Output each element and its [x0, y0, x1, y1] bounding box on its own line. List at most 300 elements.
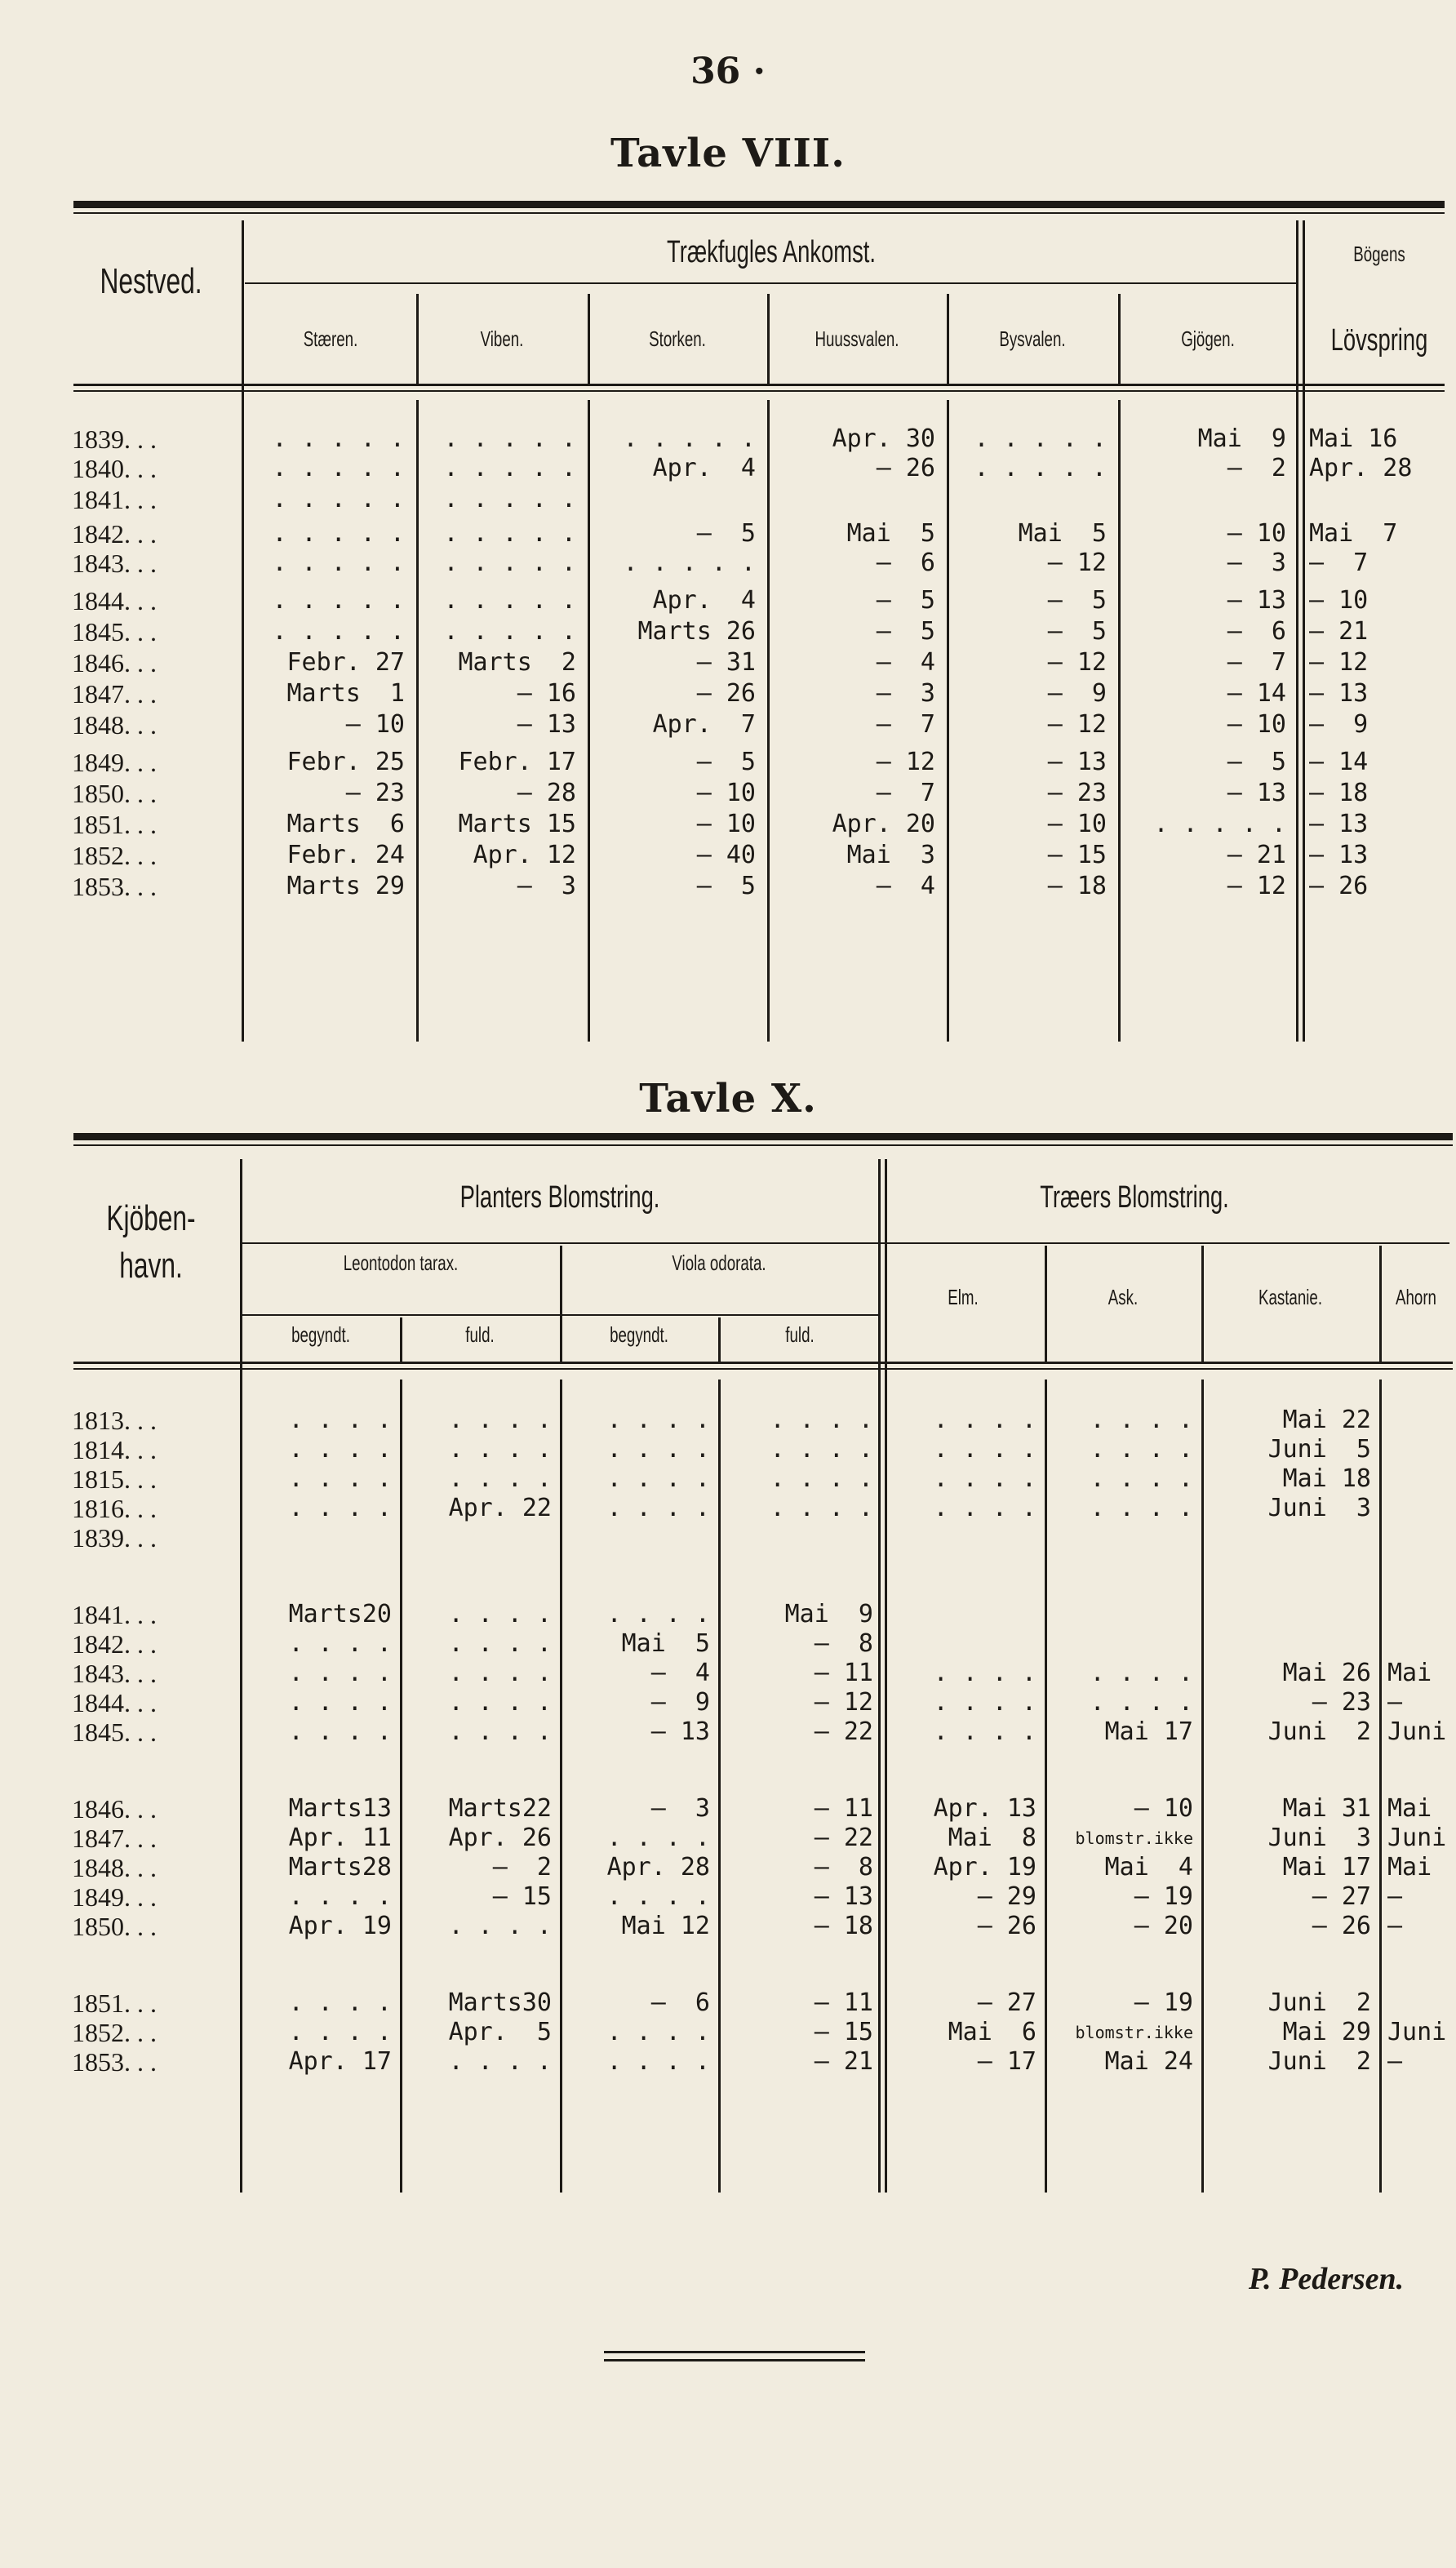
- tavle10-cell: . . . .: [933, 1464, 1037, 1493]
- tavle8-cell: . . . . .: [272, 454, 405, 482]
- tavle10-cell: Mai 26: [1282, 1659, 1371, 1687]
- tavle8-cell: — 4: [876, 648, 935, 677]
- tavle10-vline: [1045, 1380, 1047, 2193]
- tavle8-cell: — 14: [1227, 679, 1286, 708]
- tavle10-cell: . . . .: [606, 1435, 710, 1464]
- tavle8-cell: . . . . .: [272, 424, 405, 453]
- tavle8-cell: — 5: [696, 519, 756, 548]
- tavle10-col-header: fuld.: [465, 1322, 495, 1347]
- tavle10-year: 1847. . .: [72, 1824, 157, 1853]
- tavle10-cell: —: [1387, 1912, 1403, 1940]
- tavle8-cell: — 13: [1309, 841, 1369, 869]
- tavle8-year: 1841. . .: [72, 485, 157, 514]
- tavle8-group-rule: [245, 282, 1298, 284]
- tavle8-cell: — 26: [876, 454, 935, 482]
- tavle8-col-header: Viben.: [480, 327, 524, 351]
- tavle8-cell: . . . . .: [1153, 810, 1286, 838]
- tavle10-year: 1845. . .: [72, 1717, 157, 1747]
- tavle10-vline: [1379, 1246, 1382, 1362]
- tavle10-cell: . . . .: [933, 1717, 1037, 1746]
- tavle8-cell: — 14: [1309, 748, 1369, 776]
- tavle8-cell: . . . . .: [272, 617, 405, 646]
- tavle10-sub-leontodon: Leontodon tarax.: [343, 1251, 459, 1275]
- tavle8-cell: Mai 9: [1197, 424, 1286, 453]
- tavle10-cell: Apr. 19: [933, 1853, 1037, 1882]
- tavle10-vline: [1045, 1246, 1047, 1362]
- tavle10-cell: . . . .: [770, 1406, 873, 1434]
- tavle10-cell: . . . .: [288, 1494, 392, 1522]
- tavle10-cell: . . . .: [288, 1629, 392, 1658]
- tavle8-cell: Febr. 24: [286, 841, 405, 869]
- tavle10-vline: [885, 1159, 887, 2193]
- tavle8-cell: Mai 7: [1309, 519, 1398, 548]
- tavle10-year: 1839. . .: [72, 1523, 157, 1553]
- tavle8-vline: [416, 400, 419, 1042]
- tavle10-cell: . . . .: [448, 1688, 552, 1717]
- tavle10-cell: . . . .: [288, 2018, 392, 2046]
- tavle10-cell: . . . .: [288, 1464, 392, 1493]
- tavle8-cell: . . . . .: [974, 424, 1107, 453]
- tavle10-cell: . . . .: [933, 1494, 1037, 1522]
- tavle8-year: 1840. . .: [72, 454, 157, 483]
- page-number: 36 ·: [690, 51, 766, 92]
- tavle10-vline: [718, 1317, 721, 1362]
- tavle10-cell: . . . .: [1090, 1688, 1193, 1717]
- tavle10-cell: Mai 17: [1104, 1717, 1193, 1746]
- tavle10-cell: . . . .: [448, 1659, 552, 1687]
- tavle10-cell: Marts13: [288, 1794, 392, 1823]
- tavle10-year: 1846. . .: [72, 1794, 157, 1824]
- tavle8-cell: Apr. 30: [832, 424, 935, 453]
- tavle10-title: Tavle X.: [639, 1076, 817, 1122]
- tavle8-col-header: Stæren.: [303, 327, 358, 351]
- tavle8-cell: — 7: [876, 710, 935, 739]
- tavle10-cell: — 18: [814, 1912, 873, 1940]
- tavle10-cell: Marts20: [288, 1600, 392, 1628]
- tavle10-vline: [400, 1380, 402, 2193]
- tavle10-cell: blomstr.ikke: [1075, 1828, 1193, 1848]
- tavle8-vline: [767, 400, 770, 1042]
- tavle8-cell: . . . . .: [443, 519, 576, 548]
- tavle10-cell: Mai 17: [1282, 1853, 1371, 1882]
- tavle10-cell: . . . .: [1090, 1494, 1193, 1522]
- tavle8-vline: [1296, 220, 1298, 1042]
- tavle10-cell: Mai 29: [1282, 2018, 1371, 2046]
- tavle10-cell: Mai 6: [948, 2018, 1037, 2046]
- tavle10-cell: — 23: [1312, 1688, 1371, 1717]
- tavle8-cell: — 26: [696, 679, 756, 708]
- tavle8-cell: — 3: [517, 872, 576, 900]
- tavle8-vline: [947, 400, 949, 1042]
- tavle10-cell: Apr. 28: [606, 1853, 710, 1882]
- tavle10-cell: Juni 2: [1267, 1717, 1371, 1746]
- tavle8-col-header: Huussvalen.: [815, 327, 899, 351]
- tavle10-cell: — 27: [1312, 1882, 1371, 1911]
- tavle10-cell: — 15: [492, 1882, 552, 1911]
- tavle10-vline: [878, 1159, 881, 2193]
- tavle8-cell: — 5: [1047, 586, 1107, 615]
- tavle8-year: 1851. . .: [72, 810, 157, 839]
- tavle10-cell: . . . .: [448, 2047, 552, 2076]
- tavle10-year: 1816. . .: [72, 1494, 157, 1523]
- tavle10-cell: — 27: [977, 1988, 1037, 2017]
- tavle10-cell: — 15: [814, 2018, 873, 2046]
- tavle8-cell: — 7: [876, 779, 935, 807]
- tavle8-cell: — 13: [1227, 779, 1286, 807]
- tavle8-cell: — 12: [1047, 710, 1107, 739]
- tavle10-cell: Juni: [1387, 1824, 1447, 1852]
- tavle8-top-rule: [73, 201, 1445, 208]
- tavle8-cell: . . . . .: [272, 586, 405, 615]
- tavle10-year: 1852. . .: [72, 2018, 157, 2047]
- tavle10-year: 1853. . .: [72, 2047, 157, 2077]
- tavle10-cell: — 2: [492, 1853, 552, 1882]
- tavle8-cell: . . . . .: [272, 519, 405, 548]
- tavle10-cell: . . . .: [606, 1494, 710, 1522]
- tavle10-cell: . . . .: [448, 1717, 552, 1746]
- tavle10-year: 1851. . .: [72, 1988, 157, 2018]
- tavle10-cell: Mai 31: [1282, 1794, 1371, 1823]
- tavle10-cell: Mai: [1387, 1659, 1432, 1687]
- tavle10-cell: . . . .: [288, 1659, 392, 1687]
- tavle8-cell: — 40: [696, 841, 756, 869]
- tavle8-year: 1842. . .: [72, 519, 157, 549]
- tavle8-cell: Mai 3: [846, 841, 935, 869]
- tavle10-header-rule: [73, 1362, 1453, 1364]
- tavle8-cell: . . . . .: [443, 549, 576, 577]
- tavle10-year: 1814. . .: [72, 1435, 157, 1464]
- tavle8-right-group: Bögens: [1353, 242, 1405, 266]
- tavle8-title: Tavle VIII.: [610, 131, 846, 176]
- tavle10-cell: — 11: [814, 1794, 873, 1823]
- tavle8-cell: — 9: [1047, 679, 1107, 708]
- tavle8-location: Nestved.: [100, 261, 202, 301]
- tavle10-cell: Apr. 5: [448, 2018, 552, 2046]
- tavle10-cell: — 19: [1134, 1988, 1193, 2017]
- tavle8-cell: — 12: [1047, 549, 1107, 577]
- tavle8-cell: — 13: [1309, 810, 1369, 838]
- tavle10-cell: . . . .: [606, 1464, 710, 1493]
- tavle8-year: 1852. . .: [72, 841, 157, 870]
- tavle8-vline: [242, 220, 244, 1042]
- tavle8-cell: — 21: [1309, 617, 1369, 646]
- tavle10-cell: Apr. 13: [933, 1794, 1037, 1823]
- tavle10-cell: Mai 22: [1282, 1406, 1371, 1434]
- tavle10-cell: . . . .: [606, 1406, 710, 1434]
- tavle8-year: 1846. . .: [72, 648, 157, 678]
- tavle8-year: 1843. . .: [72, 549, 157, 578]
- tavle10-tree-header: Elm.: [948, 1285, 979, 1309]
- tavle8-cell: — 10: [1227, 519, 1286, 548]
- tavle8-vline: [1118, 400, 1121, 1042]
- tavle8-vline: [767, 294, 770, 384]
- tavle8-cell: . . . . .: [443, 586, 576, 615]
- tavle10-location-line2: havn.: [119, 1246, 183, 1286]
- tavle10-cell: Mai: [1387, 1853, 1432, 1882]
- tavle10-cell: . . . .: [606, 2018, 710, 2046]
- tavle10-vline: [240, 1159, 242, 2193]
- tavle8-cell: — 3: [1227, 549, 1286, 577]
- tavle10-vline: [560, 1380, 562, 2193]
- tavle8-cell: — 13: [1227, 586, 1286, 615]
- tavle10-col-header: begyndt.: [291, 1322, 350, 1347]
- tavle10-cell: — 8: [814, 1853, 873, 1882]
- tavle10-cell: Mai 4: [1104, 1853, 1193, 1882]
- tavle8-year: 1845. . .: [72, 617, 157, 646]
- tavle8-vline: [1118, 294, 1121, 384]
- tavle8-cell: . . . . .: [443, 485, 576, 513]
- tavle8-cell: . . . . .: [623, 424, 756, 453]
- tavle10-year: 1844. . .: [72, 1688, 157, 1717]
- tavle10-cell: . . . .: [933, 1406, 1037, 1434]
- tavle8-cell: — 15: [1047, 841, 1107, 869]
- tavle10-group-plants: Planters Blomstring.: [459, 1180, 660, 1215]
- tavle8-cell: — 5: [876, 617, 935, 646]
- tavle10-vline: [1201, 1380, 1204, 2193]
- tavle8-cell: Mai 16: [1309, 424, 1398, 453]
- tavle10-year: 1843. . .: [72, 1659, 157, 1688]
- tavle8-cell: — 12: [1227, 872, 1286, 900]
- tavle8-cell: — 10: [696, 810, 756, 838]
- tavle10-cell: Juni 2: [1267, 1988, 1371, 2017]
- tavle10-vline: [1201, 1246, 1204, 1362]
- tavle10-cell: Juni 2: [1267, 2047, 1371, 2076]
- tavle10-vline: [400, 1317, 402, 1362]
- tavle10-cell: . . . .: [448, 1912, 552, 1940]
- tavle10-tree-header: Kastanie.: [1258, 1285, 1323, 1309]
- tavle8-cell: — 12: [876, 748, 935, 776]
- tavle8-year: 1848. . .: [72, 710, 157, 740]
- tavle10-year: 1813. . .: [72, 1406, 157, 1435]
- tavle8-cell: Marts 2: [458, 648, 576, 677]
- tavle10-cell: . . . .: [606, 2047, 710, 2076]
- tavle8-cell: — 18: [1309, 779, 1369, 807]
- tavle10-cell: . . . .: [770, 1435, 873, 1464]
- tavle10-cell: . . . .: [933, 1435, 1037, 1464]
- tavle10-cell: . . . .: [770, 1464, 873, 1493]
- tavle8-cell: — 23: [1047, 779, 1107, 807]
- tavle8-cell: — 21: [1227, 841, 1286, 869]
- tavle8-cell: — 13: [1047, 748, 1107, 776]
- tavle8-cell: . . . . .: [272, 549, 405, 577]
- tavle8-cell: Marts 29: [286, 872, 405, 900]
- tavle10-top-rule: [73, 1133, 1453, 1140]
- tavle8-col-header: Bysvalen.: [999, 327, 1066, 351]
- tavle10-cell: Apr. 11: [288, 1824, 392, 1852]
- tavle8-vline: [588, 294, 590, 384]
- tavle10-cell: — 12: [814, 1688, 873, 1717]
- tavle8-cell: Febr. 27: [286, 648, 405, 677]
- tavle8-cell: — 6: [876, 549, 935, 577]
- tavle8-vline: [947, 294, 949, 384]
- tavle10-cell: — 17: [977, 2047, 1037, 2076]
- tavle10-tree-header: Ahorn: [1396, 1285, 1436, 1309]
- tavle10-top-rule-thin: [73, 1144, 1453, 1146]
- tavle10-group-trees: Træers Blomstring.: [1040, 1180, 1229, 1215]
- tavle8-cell: — 5: [1227, 748, 1286, 776]
- tavle8-header-rule-thin: [73, 390, 1445, 392]
- tavle10-cell: Apr. 22: [448, 1494, 552, 1522]
- tavle8-group-title: Trækfugles Ankomst.: [667, 235, 876, 269]
- tavle10-cell: Mai 24: [1104, 2047, 1193, 2076]
- tavle8-cell: — 10: [1227, 710, 1286, 739]
- tavle8-cell: Febr. 25: [286, 748, 405, 776]
- tavle10-cell: . . . .: [448, 1406, 552, 1434]
- tavle8-year: 1839. . .: [72, 424, 157, 454]
- tavle10-cell: Mai 8: [948, 1824, 1037, 1852]
- tavle10-cell: . . . .: [933, 1688, 1037, 1717]
- tavle8-cell: Marts 6: [286, 810, 405, 838]
- tavle8-cell: . . . . .: [443, 617, 576, 646]
- tavle8-cell: Apr. 7: [652, 710, 756, 739]
- tavle10-year: 1842. . .: [72, 1629, 157, 1659]
- tavle10-cell: . . . .: [770, 1494, 873, 1522]
- tavle8-cell: Mai 5: [1018, 519, 1107, 548]
- tavle8-cell: — 16: [517, 679, 576, 708]
- tavle10-cell: — 9: [650, 1688, 710, 1717]
- tavle10-cell: — 20: [1134, 1912, 1193, 1940]
- tavle10-cell: . . . .: [606, 1824, 710, 1852]
- tavle10-cell: Mai 5: [621, 1629, 710, 1658]
- tavle10-cell: Marts22: [448, 1794, 552, 1823]
- tavle8-cell: — 10: [696, 779, 756, 807]
- tavle8-cell: — 10: [1047, 810, 1107, 838]
- tavle10-vline: [718, 1380, 721, 2193]
- tavle8-year: 1850. . .: [72, 779, 157, 808]
- tavle10-cell: — 13: [814, 1882, 873, 1911]
- tavle10-cell: . . . .: [1090, 1406, 1193, 1434]
- tavle10-cell: — 26: [977, 1912, 1037, 1940]
- tavle10-cell: — 19: [1134, 1882, 1193, 1911]
- tavle10-year: 1841. . .: [72, 1600, 157, 1629]
- tavle8-vline: [416, 294, 419, 384]
- tavle10-cell: — 10: [1134, 1794, 1193, 1823]
- tavle10-cell: Juni: [1387, 2018, 1447, 2046]
- tavle8-cell: Marts 1: [286, 679, 405, 708]
- tavle10-year: 1848. . .: [72, 1853, 157, 1882]
- tavle10-cell: — 13: [650, 1717, 710, 1746]
- tavle8-cell: — 10: [345, 710, 405, 739]
- tavle10-location-line1: Kjöben-: [106, 1198, 196, 1238]
- tavle8-cell: — 4: [876, 872, 935, 900]
- tavle10-cell: Mai 18: [1282, 1464, 1371, 1493]
- tavle8-cell: — 12: [1047, 648, 1107, 677]
- tavle8-cell: Marts 15: [458, 810, 576, 838]
- tavle10-cell: Marts30: [448, 1988, 552, 2017]
- tavle10-year: 1849. . .: [72, 1882, 157, 1912]
- tavle10-cell: — 26: [1312, 1912, 1371, 1940]
- tavle8-cell: — 6: [1227, 617, 1286, 646]
- tavle8-cell: — 18: [1047, 872, 1107, 900]
- tavle10-cell: blomstr.ikke: [1075, 2023, 1193, 2042]
- tavle8-cell: — 26: [1309, 872, 1369, 900]
- tavle10-cell: Juni: [1387, 1717, 1447, 1746]
- tavle8-year: 1844. . .: [72, 586, 157, 615]
- tavle8-vline: [1303, 220, 1305, 1042]
- tavle10-cell: . . . .: [448, 1629, 552, 1658]
- tavle8-col-header: Gjögen.: [1181, 327, 1235, 351]
- tavle10-cell: — 3: [650, 1794, 710, 1823]
- tavle8-cell: — 5: [696, 748, 756, 776]
- tavle8-cell: — 5: [696, 872, 756, 900]
- tavle10-cell: . . . .: [288, 1435, 392, 1464]
- tavle8-cell: — 7: [1227, 648, 1286, 677]
- tavle10-cell: Juni 3: [1267, 1494, 1371, 1522]
- tavle8-cell: — 5: [876, 586, 935, 615]
- tavle10-cell: . . . .: [606, 1600, 710, 1628]
- tavle10-header-rule-thin: [73, 1368, 1453, 1370]
- tavle10-cell: Apr. 17: [288, 2047, 392, 2076]
- tavle8-cell: — 23: [345, 779, 405, 807]
- tavle10-sub-viola: Viola odorata.: [672, 1251, 766, 1275]
- tavle10-cell: . . . .: [288, 1882, 392, 1911]
- tavle8-cell: — 3: [876, 679, 935, 708]
- tavle8-cell: . . . . .: [443, 454, 576, 482]
- tavle10-cell: . . . .: [288, 1988, 392, 2017]
- tavle10-cell: —: [1387, 1882, 1403, 1911]
- tavle8-cell: — 2: [1227, 454, 1286, 482]
- tavle8-cell: Apr. 4: [652, 586, 756, 615]
- tavle10-tree-header: Ask.: [1108, 1285, 1139, 1309]
- tavle8-cell: — 10: [1309, 586, 1369, 615]
- tavle8-cell: . . . . .: [974, 454, 1107, 482]
- tavle10-cell: . . . .: [448, 1464, 552, 1493]
- tavle8-cell: Apr. 28: [1309, 454, 1413, 482]
- tavle10-cell: Mai: [1387, 1794, 1432, 1823]
- tavle8-col-header: Storken.: [649, 327, 706, 351]
- tavle10-cell: — 11: [814, 1988, 873, 2017]
- tavle8-cell: Mai 5: [846, 519, 935, 548]
- tavle8-cell: . . . . .: [623, 549, 756, 577]
- tavle10-cell: —: [1387, 1688, 1403, 1717]
- tavle10-cell: Apr. 26: [448, 1824, 552, 1852]
- tavle10-cell: — 4: [650, 1659, 710, 1687]
- tavle10-cell: . . . .: [606, 1882, 710, 1911]
- tavle10-cell: . . . .: [448, 1435, 552, 1464]
- tavle8-cell: Apr. 4: [652, 454, 756, 482]
- tavle10-cell: — 11: [814, 1659, 873, 1687]
- tavle8-vline: [588, 400, 590, 1042]
- tavle10-cell: Mai 12: [621, 1912, 710, 1940]
- tavle10-cell: Mai 9: [784, 1600, 873, 1628]
- tavle10-col-header: begyndt.: [610, 1322, 668, 1347]
- tavle8-year: 1853. . .: [72, 872, 157, 901]
- tavle8-cell: — 12: [1309, 648, 1369, 677]
- tavle8-top-rule-thin: [73, 212, 1445, 214]
- tavle10-cell: Juni 3: [1267, 1824, 1371, 1852]
- tavle8-cell: — 7: [1309, 549, 1369, 577]
- tavle8-cell: Marts 26: [637, 617, 756, 646]
- tavle8-cell: — 13: [1309, 679, 1369, 708]
- tavle8-year: 1847. . .: [72, 679, 157, 709]
- tavle10-cell: . . . .: [448, 1600, 552, 1628]
- tavle8-cell: — 9: [1309, 710, 1369, 739]
- tavle10-year: 1850. . .: [72, 1912, 157, 1941]
- tavle10-cell: . . . .: [288, 1717, 392, 1746]
- tavle10-cell: — 22: [814, 1824, 873, 1852]
- tavle8-cell: Febr. 17: [458, 748, 576, 776]
- tavle10-cell: — 8: [814, 1629, 873, 1658]
- tavle10-cell: — 22: [814, 1717, 873, 1746]
- tavle10-cell: . . . .: [1090, 1464, 1193, 1493]
- tavle8-cell: Apr. 12: [473, 841, 576, 869]
- tavle10-cell: — 29: [977, 1882, 1037, 1911]
- tavle10-col-header: fuld.: [785, 1322, 815, 1347]
- tavle10-cell: . . . .: [288, 1688, 392, 1717]
- tavle10-cell: . . . .: [933, 1659, 1037, 1687]
- tavle8-cell: — 28: [517, 779, 576, 807]
- tavle10-cell: . . . .: [1090, 1659, 1193, 1687]
